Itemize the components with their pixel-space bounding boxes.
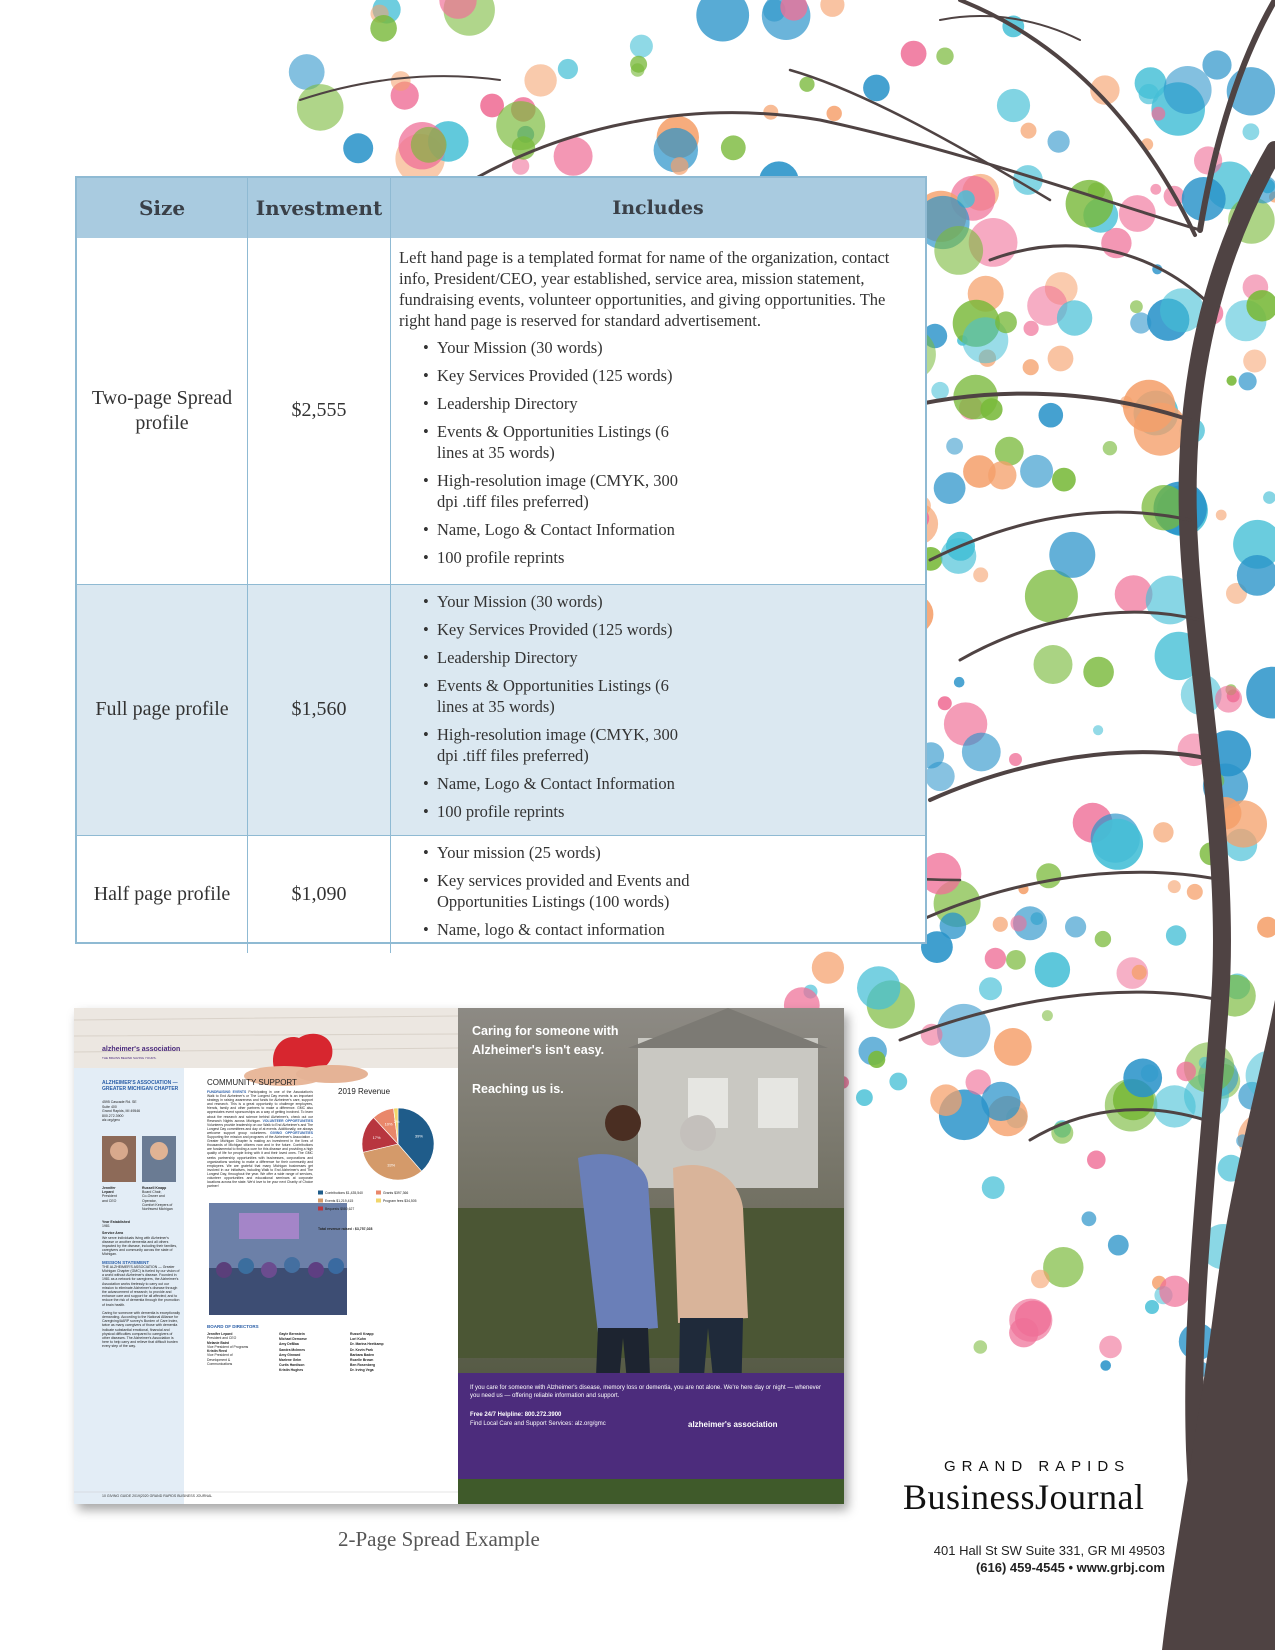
- tree-dot: [1257, 917, 1275, 938]
- table-header-row: [77, 178, 925, 238]
- table-row: [77, 238, 925, 584]
- brand-address: 401 Hall St SW Suite 331, GR MI 49503: [933, 1543, 1165, 1558]
- tree-dot: [696, 0, 749, 42]
- list-item: • Key Services Provided (125 words): [423, 619, 917, 640]
- list-item: • Your Mission (30 words): [423, 591, 917, 612]
- person-2-caption: Russell Knapp Board Chair, Co-Owner and Operator, Comfort Keepers of Northwest Michigan: [142, 1186, 173, 1212]
- tree-dot: [1123, 1059, 1162, 1098]
- tree-dot: [1166, 925, 1186, 945]
- tree-dot: [1009, 753, 1022, 766]
- tree-dot: [1215, 686, 1242, 713]
- legend-label: Events $1,219,415: [325, 1199, 354, 1203]
- alz-logo-sub: THE BRAINS BEHIND SAVING YOURS.: [102, 1056, 157, 1060]
- tree-dot: [1216, 510, 1227, 521]
- board-label: BOARD OF DIRECTORS: [207, 1324, 259, 1329]
- tree-dot: [938, 696, 952, 710]
- tree-dot: [370, 15, 397, 42]
- tree-dot: [1031, 1270, 1050, 1289]
- tree-dot: [297, 84, 344, 131]
- pie-slice-label: 10%: [384, 1121, 393, 1127]
- list-item: • Name, Logo & Contact Information: [423, 773, 917, 794]
- pie-slice-label: 39%: [414, 1133, 423, 1139]
- header-includes: Includes: [391, 178, 926, 238]
- board-col-3: Russell Knapp Lori Kuhn Dr. Marina Heetkamp Dr. Kevin Park Barbara Baden Rozelle Brown Ben Rosenberg Dr. Irving Vega: [350, 1332, 384, 1373]
- tree-dot: [1153, 1085, 1195, 1127]
- tree-dot: [1243, 350, 1266, 373]
- tree-dot: [671, 157, 689, 175]
- list-item: • 100 profile reprints: [423, 547, 917, 568]
- spread-example: [74, 1008, 844, 1504]
- legend-swatch: [318, 1199, 323, 1203]
- tree-dot: [934, 472, 966, 504]
- tree-dot: [558, 59, 578, 79]
- tree-dot: [930, 1084, 962, 1116]
- legend-label: Program fees $34,505: [383, 1199, 417, 1203]
- tree-dot: [1082, 1211, 1097, 1226]
- tree-dot: [763, 105, 778, 120]
- tree-dot: [934, 226, 983, 275]
- brand-contact: (616) 459-4545 • www.grbj.com: [975, 1560, 1165, 1575]
- tree-dot: [1246, 667, 1275, 719]
- tree-dot: [799, 77, 814, 92]
- list-item: • 100 profile reprints: [423, 801, 917, 822]
- tree-dot: [1243, 123, 1260, 140]
- tree-dot: [1052, 468, 1076, 492]
- chart-total: Total revenue raised : $3,757,028: [318, 1227, 373, 1231]
- size-cell: Two-page Spread profile: [77, 238, 248, 584]
- list-item: • Key services provided and Events and Opportunities Listings (100 words): [423, 870, 727, 912]
- person-1-caption: Jennifer Lepard President and CEO: [102, 1186, 117, 1203]
- tree-dot: [1024, 321, 1039, 336]
- board-col-1: Jennifer Lepard President and CEO Melanie Baird Vice President of Programs Kristin Reed Vice President of Development & Communications: [207, 1332, 249, 1367]
- tree-dot: [954, 677, 965, 688]
- ad-find: Find Local Care and Support Services: alz.org/gmc: [470, 1421, 606, 1427]
- tree-dot: [982, 1176, 1005, 1199]
- tree-dot: [889, 1073, 907, 1091]
- tree-dot: [1176, 1062, 1196, 1082]
- tree-dot: [985, 948, 1006, 969]
- org-details: Year Established 1981 Service Area We serve individuals living with Alzheimer's disease or another dementia and all others impacted by the disease, including their families, caregivers and community across the state of Michigan. MISSION STATEMENT THE ALZHEIMER'S ASSOCIATION — Greater Michigan Chapter (GMC) is fueled by our vision of a world without Alzheimer's disease. Founded in 1981 as a network for caregivers, the Alzheimer's Association works tirelessly to carry out our mission to eliminate Alzheimer's disease through the advancement of research; to provide and enhance care and support for all affected; and to reduce the risk of dementia through the promotion of brain health. Caring for someone with dementia is exceptionally demanding. According to the National Alliance for Caregiving/AARP survey's Burden of Care Index, twice as many caregivers of those with dementia indicate substantial emotional, financial and physical difficulties compared to caregivers of other diseases. The Alzheimer's Association is here to help carry and relieve that difficult burden every step of the way.: [102, 1220, 181, 1349]
- tree-dot: [1048, 131, 1070, 153]
- spread-caption: 2-Page Spread Example: [338, 1527, 540, 1551]
- tree-dot: [1130, 300, 1143, 313]
- tree-dot: [1006, 950, 1026, 970]
- tree-dot: [1021, 123, 1037, 139]
- tree-dot: [721, 135, 746, 160]
- tree-dot: [1048, 346, 1074, 372]
- tree-dot: [1035, 952, 1070, 987]
- tree-dot: [1020, 455, 1053, 488]
- tree-dot: [391, 71, 411, 91]
- board-col-2: Gayle Bernstein Michael Demorse Amy DeBlaa Sandra McInnes Amy Ginnard Marlene Gelm Curtis Hardison Kristin Hughes: [279, 1332, 307, 1373]
- tree-dot: [901, 41, 927, 67]
- tree-dot: [1227, 376, 1237, 386]
- pie-slice-label: 2%: [393, 1119, 400, 1125]
- tree-dot: [1039, 403, 1064, 428]
- tree-dot: [962, 733, 1001, 772]
- includes-cell: [391, 835, 926, 953]
- tree-dot: [863, 75, 890, 102]
- pie-slice-label: 17%: [372, 1135, 381, 1140]
- tree-dot: [856, 1089, 873, 1106]
- tree-dot: [936, 48, 953, 65]
- list-item: • High-resolution image (CMYK, 300 dpi .tiff files preferred): [423, 724, 697, 766]
- brand-logo: BusinessJournal: [903, 1477, 1145, 1517]
- includes-list: [399, 591, 917, 822]
- price-cell: $1,560: [248, 584, 391, 835]
- includes-cell: [391, 584, 926, 835]
- size-cell: Full page profile: [77, 584, 248, 835]
- tree-dot: [1164, 66, 1212, 114]
- list-item: • Name, logo & contact information: [423, 919, 917, 940]
- tree-dot: [496, 101, 545, 150]
- tree-dot: [1011, 915, 1027, 931]
- list-item: • Events & Opportunities Listings (6 lines at 35 words): [423, 421, 687, 463]
- revenue-chart: [318, 1082, 448, 1232]
- tree-dot: [1034, 645, 1073, 684]
- tree-dot: [1145, 1300, 1159, 1314]
- includes-intro: Left hand page is a templated format for name of the organization, contact info, President/CEO, year established, service area, mission statement, fundraising events, volunteer opportunities, and giving opportunities. The right hand page is reserved for standard advertisement.: [399, 247, 890, 330]
- tree-dot: [411, 127, 447, 163]
- tree-dot: [988, 461, 1016, 489]
- pricing-table: [75, 176, 927, 944]
- list-item: • Your Mission (30 words): [423, 337, 917, 358]
- brand-address-block: [925, 1542, 1165, 1576]
- tree-dot: [931, 382, 949, 400]
- header-size: Size: [77, 178, 248, 238]
- tree-dot: [997, 89, 1030, 122]
- tree-dot: [980, 398, 1002, 420]
- includes-list: [399, 337, 917, 568]
- tree-dot: [973, 567, 988, 582]
- tree-dot: [1100, 1360, 1111, 1371]
- tree-dot: [994, 1028, 1032, 1066]
- tree-dot: [1092, 819, 1143, 870]
- tree-dot: [993, 917, 1008, 932]
- table-row: [77, 835, 925, 953]
- tree-dot: [868, 1051, 885, 1068]
- ad-headline-1: Caring for someone with Alzheimer's isn't easy.: [472, 1024, 619, 1057]
- legend-swatch: [318, 1191, 323, 1195]
- tree-dot: [1036, 863, 1061, 888]
- list-item: • Events & Opportunities Listings (6 lines at 35 words): [423, 675, 687, 717]
- tree-dot: [1057, 300, 1092, 335]
- price-cell: $2,555: [248, 238, 391, 584]
- tree-dot: [630, 56, 647, 73]
- tree-dot: [827, 106, 842, 121]
- list-item: • Leadership Directory: [423, 647, 917, 668]
- tree-dot: [995, 437, 1024, 466]
- org-name: ALZHEIMER'S ASSOCIATION — GREATER MICHIGAN CHAPTER: [102, 1080, 179, 1092]
- tree-dot: [1239, 372, 1257, 390]
- list-item: • Name, Logo & Contact Information: [423, 519, 917, 540]
- community-text: FUNDRAISING EVENTS Participating in one of the Association's Walk to End Alzheimer's or The Longest Day events is an important strategy in raising awareness and funds for Alzheimer's care, support and research. This is a great opportunity to challenge employees, friends, family and other partners to make a difference. GMC also appreciates event sponsorships as a way of getting involved. To learn about the research and science behind Alzheimer's, check out our Research Nights across Michigan. VOLUNTEER OPPORTUNITIES Volunteers provide leadership on our Walk to End Alzheimer's and The Longest Day committees and day of at events. Additionally, we always welcome support group volunteers. GIVING OPPORTUNITIES Supporting the mission and programs of the Alzheimer's Association – Greater Michigan Chapter is making an investment in the lives of thousands of Michigan citizens now and in the future. Contributions are fundamental to finding a cure for this disease and providing a high quality of life for people living with it and their loved ones. The GMC seeks partnership opportunities with businesses, corporations and organizations working to make a difference for their community and employees. We are grateful that many Michigan businesses get involved in our initiatives, including Walk to End Alzheimer's and The Longest Day, throughout the year. We offer a wide range of services, volunteer opportunities and educational seminars at corporate locations across the state. We'd love to be your next Charity of Choice partner!: [207, 1090, 314, 1189]
- tree-dot: [524, 64, 556, 96]
- brand-top: GRAND RAPIDS: [944, 1458, 1131, 1475]
- legend-label: Grants $397,366: [383, 1191, 409, 1195]
- list-item: • Key Services Provided (125 words): [423, 365, 917, 386]
- header-investment: Investment: [248, 178, 391, 238]
- list-item: • Leadership Directory: [423, 393, 917, 414]
- size-cell: Half page profile: [77, 835, 248, 953]
- tree-dot: [630, 35, 653, 58]
- tree-dot: [857, 966, 900, 1009]
- tree-dot: [1132, 965, 1147, 980]
- legend-swatch: [318, 1207, 323, 1211]
- tree-dot: [1095, 931, 1111, 947]
- tree-dot: [820, 0, 844, 17]
- spread-left-page: [74, 1008, 458, 1504]
- tree-dot: [1065, 916, 1086, 937]
- page-footer: 10 GIVING GUIDE 2019|2020 GRAND RAPIDS BUSINESS JOURNAL: [102, 1494, 213, 1498]
- alz-logo: alzheimer's association: [102, 1046, 181, 1053]
- ad-logo: alzheimer's association: [688, 1420, 778, 1429]
- tree-dot: [1093, 725, 1103, 735]
- tree-dot: [1087, 1151, 1106, 1170]
- tree-dot: [1153, 822, 1173, 842]
- spread-right-page: [458, 1008, 844, 1504]
- ad-helpline: Free 24/7 Helpline: 800.272.3900: [470, 1412, 562, 1418]
- community-title: COMMUNITY SUPPORT: [207, 1078, 297, 1087]
- tree-dot: [1263, 491, 1275, 504]
- table-row: [77, 584, 925, 835]
- tree-dot: [1108, 1235, 1129, 1256]
- ad-headline-2: Reaching us is.: [472, 1082, 564, 1096]
- tree-dot: [1152, 107, 1166, 121]
- tree-dot: [1150, 184, 1161, 195]
- org-address: 4595 Cascade Rd. SE Suite 400 Grand Rapids, MI 49546 800.272.3900 alz.org/gmc: [102, 1100, 141, 1122]
- tree-dot: [1009, 1318, 1038, 1347]
- includes-list: [399, 842, 917, 940]
- tree-dot: [1042, 1010, 1053, 1021]
- tree-dot: [1099, 1336, 1122, 1359]
- tree-dot: [1103, 441, 1117, 455]
- tree-dot: [995, 311, 1017, 333]
- tree-dot: [1083, 657, 1114, 688]
- chart-title: 2019 Revenue: [338, 1087, 391, 1096]
- tree-dot: [1159, 1276, 1190, 1307]
- pie-slice-label: 33%: [387, 1162, 396, 1168]
- includes-cell: [391, 238, 926, 584]
- tree-dot: [1187, 884, 1203, 900]
- list-item: • Your mission (25 words): [423, 842, 917, 863]
- legend-swatch: [376, 1199, 381, 1203]
- legend-label: Contributions $1,435,540: [325, 1191, 363, 1195]
- legend-label: Bequests $580,627: [325, 1207, 355, 1211]
- list-item: • High-resolution image (CMYK, 300 dpi .tiff files preferred): [423, 470, 697, 512]
- tree-dot: [941, 538, 977, 574]
- tree-dot: [974, 1340, 988, 1354]
- tree-dot: [1049, 532, 1095, 578]
- tree-dot: [946, 438, 963, 455]
- legend-swatch: [376, 1191, 381, 1195]
- tree-dot: [812, 952, 844, 984]
- tree-dot: [1202, 50, 1231, 79]
- tree-dot: [1168, 880, 1181, 893]
- price-cell: $1,090: [248, 835, 391, 953]
- tree-dot: [979, 977, 1002, 1000]
- tree-dot: [343, 133, 373, 163]
- tree-dot: [1023, 359, 1039, 375]
- ad-body: If you care for someone with Alzheimer's disease, memory loss or dementia, you are not alone. We're here day or night — whenever you need us — offering reliable information and support.: [470, 1385, 822, 1399]
- tree-dot: [981, 1082, 1020, 1121]
